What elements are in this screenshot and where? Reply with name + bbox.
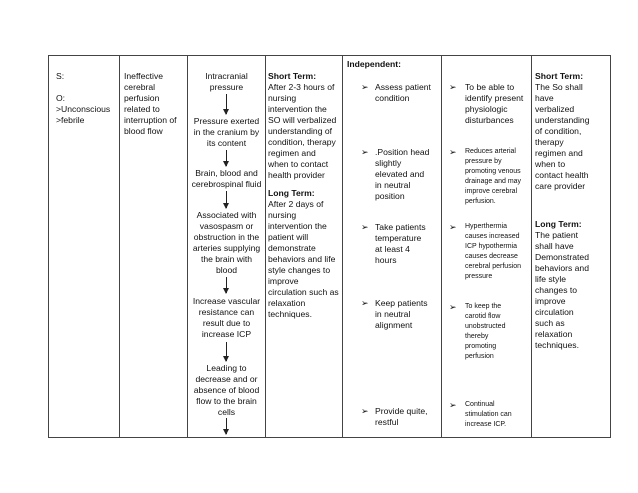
diagnosis-line: blood flow <box>124 126 163 136</box>
column-divider <box>531 55 532 438</box>
objective-line: regimen and <box>268 148 316 158</box>
bullet-icon: ➢ <box>361 298 369 308</box>
evaluation-line: improve <box>535 296 566 306</box>
objective-line: patient will <box>268 232 309 242</box>
patho-step-4: Associated with vasospasm or obstruction in the arteries supplying the brain with blood <box>192 210 261 275</box>
evaluation-line: when to <box>535 159 566 169</box>
column-divider <box>441 55 442 438</box>
flow-arrow <box>226 277 227 293</box>
objective-line: demonstrate <box>268 243 316 253</box>
diagnosis-line: cerebral <box>124 82 156 92</box>
evaluation-line: shall have <box>535 241 574 251</box>
objective-line: intervention the <box>268 104 327 114</box>
patho-step-3: Brain, blood and cerebrospinal fluid <box>191 168 262 189</box>
objectives <box>268 71 343 181</box>
objective-line: improve <box>268 276 299 286</box>
interventions-header: Independent: <box>347 59 401 69</box>
evaluation-line: of condition, <box>535 126 582 136</box>
flow-arrow <box>226 418 227 434</box>
evaluation-line: life style <box>535 274 567 284</box>
objective-line: techniques. <box>268 309 312 319</box>
nursing-care-plan-page: S: O: >Unconscious >febrile Ineffective cerebral perfusion related to interruption of blood flow Intracranial pressure Pressure exerted in the cranium by its content Brain, blood and cerebrospinal fluid Associated with vasospasm or obstruction in the arteries supplying the brain with blood Increase vascular resistance can result due to increase ICP Leading to decrease and or absence of blood flow to the brain cells Short Term: After 2-3 hours of nursing intervention the SO will verbalized understanding of condition, therapy regimen and when to contact health provider Long Term: After 2 days of nursing intervention the patient will demonstrate behaviors and life style changes to improve circulation such as relaxation techniques. Independent: ➢ Assess patient condition ➢ .Position head slightly elevated and in neutral position ➢ Take patients temperature at least 4 hours ➢ Keep patients in neutral alignment ➢ Provide quite, restful ➢ To be able to identify present physiologic disturbances ➢ Reduces arterial pressure by promoting venous drainage and may improve cerebral perfusion. ➢ Hyperthermia causes increased ICP hypothermia causes decrease cerebral perfusion pressure ➢ To keep the carotid flow unobstructed thereby promoting perfusion ➢ Continual stimulation can increase ICP. Short Term: The So shall have verbalized understanding of condition, therapy regimen and when to contact health care provider Long Term: The patient shall have Demonstrated behaviors and life style changes to improve circulation such as relaxation techniques. <box>0 0 638 493</box>
evaluation-line: have <box>535 93 554 103</box>
objective-line: condition, therapy <box>268 137 336 147</box>
objective-line: relaxation <box>268 298 306 308</box>
evaluation-line: understanding <box>535 115 590 125</box>
objective-long-term-title: Long Term: <box>268 188 315 198</box>
evaluation-line: techniques. <box>535 340 579 350</box>
objective-line: nursing <box>268 93 297 103</box>
patho-step-5: Increase vascular resistance can result due to increase ICP <box>192 296 261 339</box>
evaluation-line: regimen and <box>535 148 583 158</box>
objective-line: when to contact <box>268 159 329 169</box>
bullet-icon: ➢ <box>449 302 457 312</box>
evaluation-line: changes to <box>535 285 578 295</box>
column-divider <box>119 55 120 438</box>
evaluation-line: The patient <box>535 230 578 240</box>
flow-arrow <box>226 191 227 208</box>
bullet-icon: ➢ <box>449 147 457 157</box>
evaluation-line: care provider <box>535 181 586 191</box>
objective-line: After 2-3 hours of <box>268 82 335 92</box>
cue-item: >febrile <box>56 115 85 125</box>
evaluation-line: such as <box>535 318 565 328</box>
diagnosis-line: perfusion <box>124 93 160 103</box>
diagnosis-line: interruption of <box>124 115 177 125</box>
evaluation-line: circulation <box>535 307 574 317</box>
evaluation-short-term-title: Short Term: <box>535 71 584 81</box>
objective-line: SO will verbalized <box>268 115 337 125</box>
objective-line: understanding of <box>268 126 333 136</box>
flow-arrow <box>226 94 227 114</box>
evaluation-long <box>535 219 610 351</box>
objective-line: behaviors and life <box>268 254 336 264</box>
objective-line: intervention the <box>268 221 327 231</box>
bullet-icon: ➢ <box>361 82 369 92</box>
flow-arrow <box>226 150 227 166</box>
objective-line: After 2 days of <box>268 199 324 209</box>
bullet-icon: ➢ <box>449 82 457 92</box>
objectives-long <box>268 188 343 320</box>
evaluation-line: therapy <box>535 137 564 147</box>
evaluation-line: relaxation <box>535 329 573 339</box>
evaluation-line: contact health <box>535 170 589 180</box>
evaluation-short <box>535 71 610 192</box>
objective-line: circulation such as <box>268 287 339 297</box>
diagnosis-line: related to <box>124 104 160 114</box>
cue-item: >Unconscious <box>56 104 111 114</box>
subjective-label: S: <box>56 71 65 81</box>
bullet-icon: ➢ <box>449 222 457 232</box>
patho-step-6: Leading to decrease and or absence of blood flow to the brain cells <box>193 363 260 417</box>
evaluation-long-term-title: Long Term: <box>535 219 582 229</box>
evaluation-line: verbalized <box>535 104 575 114</box>
objective-line: nursing <box>268 210 297 220</box>
evaluation-line: behaviors and <box>535 263 589 273</box>
bullet-icon: ➢ <box>361 147 369 157</box>
objective-short-term-title: Short Term: <box>268 71 317 81</box>
evaluation-line: The So shall <box>535 82 583 92</box>
bullet-icon: ➢ <box>361 406 369 416</box>
objective-line: health provider <box>268 170 325 180</box>
diagnosis-line: Ineffective <box>124 71 164 81</box>
flow-arrow <box>226 342 227 361</box>
objective-label: O: <box>56 93 66 103</box>
bullet-icon: ➢ <box>361 222 369 232</box>
evaluation-line: Demonstrated <box>535 252 589 262</box>
patho-step-1: Intracranial pressure <box>205 71 248 92</box>
bullet-icon: ➢ <box>449 400 457 410</box>
column-divider <box>265 55 266 438</box>
objective-line: style changes to <box>268 265 331 275</box>
patho-step-2: Pressure exerted in the cranium by its content <box>193 116 260 148</box>
